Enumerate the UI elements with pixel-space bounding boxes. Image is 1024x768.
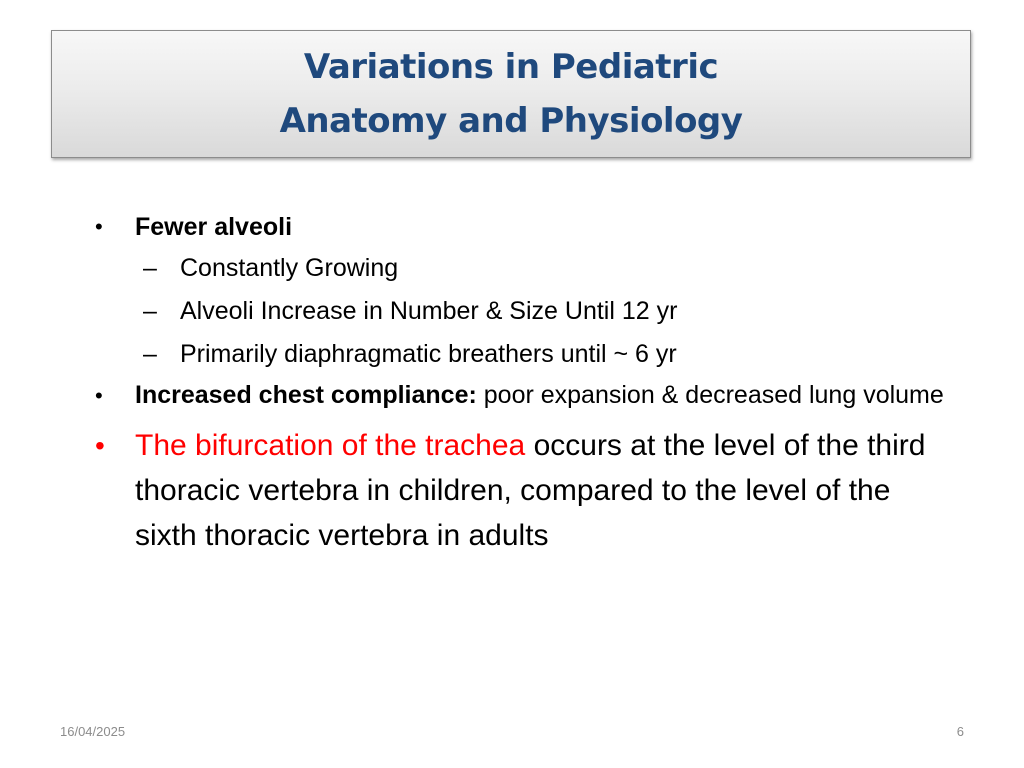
slide-title-line-1: Variations in Pediatric [303,47,719,87]
bullet-text-trachea: occurs at the level of the third thoracic vertebra in children, compared to the level of the sixth thoracic vertebra in adults [135,429,926,552]
sub-bullet-dash: – [143,340,157,368]
sub-bullet-text: Alveoli Increase in Number & Size Until 12 yr [180,297,678,325]
sub-bullet-dash: – [143,297,157,325]
sub-bullet-alveoli-increase [95,290,955,333]
bullet-dot: • [95,383,103,408]
bullet-fewer-alveoli [95,207,955,247]
bullet-dot: • [95,430,105,461]
bullet-highlight-trachea: The bifurcation of the trachea [135,429,526,462]
sub-bullet-diaphragmatic-breathers [95,333,955,376]
sub-bullet-dash: – [143,254,157,282]
bullet-text-chest-compliance: poor expansion & decreased lung volume [476,381,944,409]
title-box [51,30,971,158]
bullet-heading-fewer-alveoli: Fewer alveoli [135,213,293,241]
bullet-trachea-bifurcation [95,423,955,558]
bullet-chest-compliance [95,378,955,413]
slide-content [95,207,955,558]
sub-bullet-constantly-growing [95,247,955,290]
bullet-heading-chest-compliance: Increased chest compliance: [135,381,477,409]
bullet-dot: • [95,214,103,239]
footer-date: 16/04/2025 [60,724,126,739]
footer-page-number: 6 [956,724,964,739]
sub-bullet-text: Primarily diaphragmatic breathers until ~ 6 yr [180,340,677,368]
slide-title-line-2: Anatomy and Physiology [279,101,743,141]
sub-bullet-text: Constantly Growing [180,254,399,282]
